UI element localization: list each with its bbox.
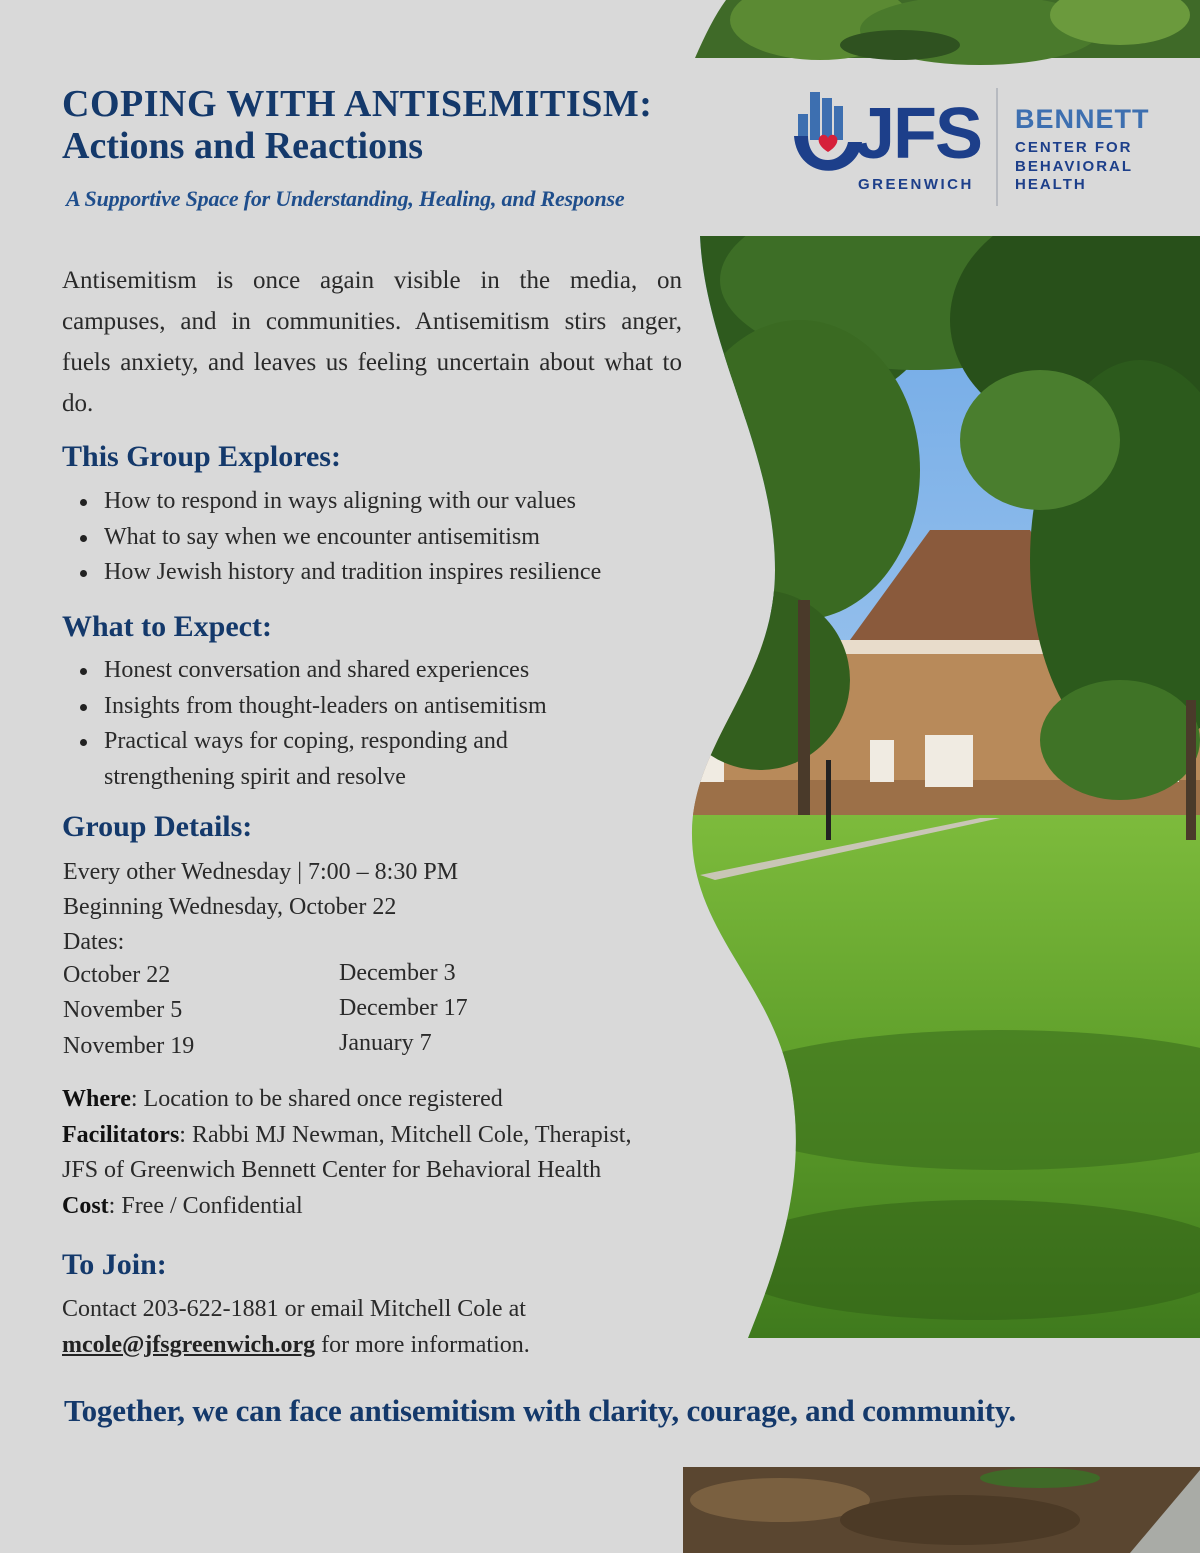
- schedule-text: Every other Wednesday | 7:00 – 8:30 PM: [63, 859, 459, 885]
- facilitators-value: : Rabbi MJ Newman, Mitchell Cole, Therapist,: [179, 1121, 632, 1148]
- where-label: Where: [62, 1086, 131, 1112]
- logo-center-line: CENTER FOR: [1015, 139, 1133, 156]
- email-link[interactable]: mcole@jfsgreenwich.org: [62, 1331, 316, 1358]
- dates-label: Dates:: [63, 929, 125, 955]
- expect-heading: What to Expect:: [62, 610, 272, 643]
- logo-center-line: BEHAVIORAL: [1015, 157, 1134, 175]
- expect-list: [62, 653, 622, 795]
- list-item: How to respond in ways aligning with our values: [62, 484, 601, 520]
- date-item: November 5: [63, 997, 183, 1023]
- date-item: October 22: [63, 962, 171, 988]
- where-value: : Location to be shared once registered: [130, 1086, 503, 1112]
- cost-label: Cost: [62, 1192, 109, 1219]
- list-item: Honest conversation and shared experiences: [62, 653, 622, 689]
- details-heading: Group Details:: [62, 810, 253, 843]
- logo-vertical-divider: [996, 88, 998, 206]
- date-item: January 7: [339, 1030, 432, 1056]
- page-subtitle: A Supportive Space for Understanding, Healing, and Response: [66, 186, 625, 211]
- list-item: How Jewish history and tradition inspires resilience: [62, 555, 601, 591]
- facilitators-label: Facilitators: [62, 1121, 180, 1148]
- join-line1: Contact 203-622-1881 or email Mitchell Cole at: [62, 1296, 526, 1322]
- beginning-text: Beginning Wednesday, October 22: [63, 894, 397, 920]
- page-title-line2: Actions and Reactions: [62, 125, 424, 167]
- cost-value: : Free / Confidential: [108, 1192, 303, 1219]
- date-item: December 17: [339, 995, 468, 1021]
- list-item: Insights from thought-leaders on antisemitism: [62, 689, 622, 725]
- photo-top-strip: [695, 0, 1200, 65]
- intro-paragraph: Antisemitism is once again visible in the media, on campuses, and in communities. Antisemitism stirs anger, fuels anxiety, and leaves us feeling uncertain about what to do.: [62, 267, 682, 417]
- logo-jfs-text: JFS: [855, 94, 982, 174]
- list-item: Practical ways for coping, responding and strengthening spirit and resolve: [62, 724, 622, 795]
- explores-list: [62, 484, 601, 591]
- where-line: [62, 1082, 631, 1118]
- info-block: [62, 1082, 631, 1224]
- logo-greenwich-text: GREENWICH: [858, 176, 974, 193]
- explores-heading: This Group Explores:: [62, 440, 341, 473]
- date-item: December 3: [339, 960, 456, 986]
- date-item: November 19: [63, 1033, 195, 1059]
- photo-bottom-strip: [683, 1467, 1200, 1553]
- logo-center-line: HEALTH: [1015, 176, 1087, 193]
- cost-line: [62, 1189, 631, 1225]
- list-item: What to say when we encounter antisemitism: [62, 520, 601, 556]
- facilitators-line2: JFS of Greenwich Bennett Center for Behavioral Health: [62, 1157, 602, 1183]
- join-text: [62, 1292, 530, 1363]
- join-heading: To Join:: [62, 1248, 167, 1281]
- facilitators-line: [62, 1118, 631, 1154]
- logo-bennett-text: BENNETT: [1015, 104, 1150, 134]
- tagline: Together, we can face antisemitism with clarity, courage, and community.: [64, 1393, 1016, 1428]
- logo-center-text: [1015, 139, 1133, 195]
- page-title-line1: COPING WITH ANTISEMITISM:: [62, 83, 653, 125]
- join-line2-rest: for more information.: [315, 1331, 530, 1358]
- join-line2: [62, 1328, 530, 1364]
